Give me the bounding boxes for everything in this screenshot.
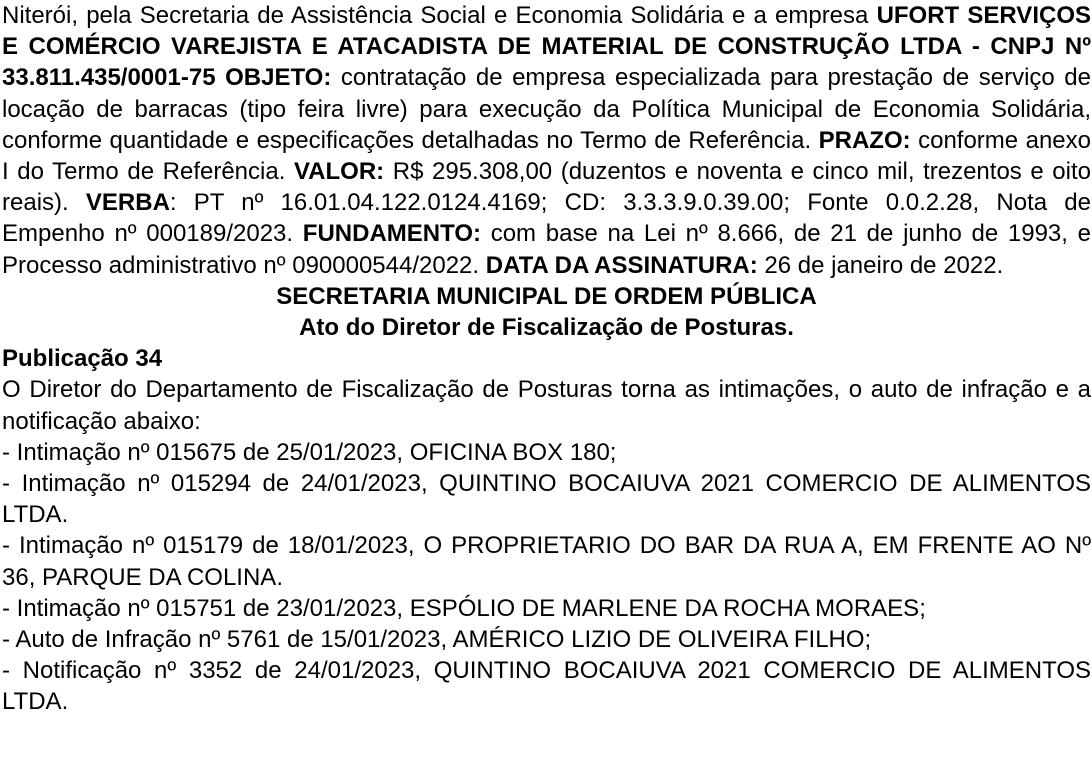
fundamento-label: FUNDAMENTO: [302, 220, 481, 248]
valor-text: R$ 295.308,00 (duzentos e noventa e cinco mil, trezentos e oito reais). [2, 158, 1091, 217]
objeto-label: OBJETO: [225, 64, 332, 92]
section-subtitle: Ato do Diretor de Fiscalização de Posturas. [299, 314, 794, 342]
list-item: - Auto de Infração nº 5761 de 15/01/2023, AMÉRICO LIZIO DE OLIVEIRA FILHO; [2, 626, 872, 654]
publication-heading-text: Publicação 34 [2, 345, 163, 373]
valor-label: VALOR: [293, 158, 385, 186]
contract-company-name: UFORT SERVIÇOS E COMÉRCIO VAREJISTA E ATACADISTA DE MATERIAL DE CONSTRUÇÃO LTDA - CNPJ Nº 33.811.435/0001-75 [2, 2, 1091, 92]
prazo-text: conforme anexo I do Termo de Referência. [2, 126, 1091, 186]
list-item: - Intimação nº 015294 de 24/01/2023, QUINTINO BOCAIUVA 2021 COMERCIO DE ALIMENTOS LTDA. [2, 470, 1091, 529]
list-item: - Notificação nº 3352 de 24/01/2023, QUINTINO BOCAIUVA 2021 COMERCIO DE ALIMENTOS LTDA. [2, 657, 1091, 716]
data-assinatura-label: DATA DA ASSINATURA: [485, 251, 758, 279]
list-item: - Intimação nº 015675 de 25/01/2023, OFICINA BOX 180; [2, 438, 617, 466]
contract-paragraph [2, 0, 1091, 281]
objeto-text: contratação de empresa especializada para prestação de serviço de locação de barracas (tipo feira livre) para execução da Política Municipal de Economia Solidária, conforme quantidade e especificações detalhadas no Termo de Referência. [2, 64, 1091, 154]
publication-heading [2, 343, 1091, 374]
contract-intro-text: Niterói, pela Secretaria de Assistência Social e Economia Solidária e a empresa [2, 2, 877, 29]
section-title: SECRETARIA MUNICIPAL DE ORDEM PÚBLICA [276, 282, 817, 310]
verba-text: : PT nº 16.01.04.122.0124.4169; CD: 3.3.3.9.0.39.00; Fonte 0.0.2.28, Nota de Empenho nº 000189/2023. [2, 189, 1091, 248]
fundamento-text: com base na Lei nº 8.666, de 21 de junho de 1993, e Processo administrativo nº 090000544/2022. [2, 220, 1091, 279]
list-item: - Intimação nº 015179 de 18/01/2023, O PROPRIETARIO DO BAR DA RUA A, EM FRENTE AO Nº 36, PARQUE DA COLINA. [2, 532, 1091, 591]
verba-label: VERBA [85, 189, 170, 217]
publication-intro: O Diretor do Departamento de Fiscalização de Posturas torna as intimações, o auto de infração e a notificação abaixo: [2, 376, 1091, 435]
data-assinatura-text: 26 de janeiro de 2022. [757, 251, 1004, 279]
prazo-label: PRAZO: [818, 126, 911, 154]
list-item: - Intimação nº 015751 de 23/01/2023, ESPÓLIO DE MARLENE DA ROCHA MORAES; [2, 594, 926, 622]
